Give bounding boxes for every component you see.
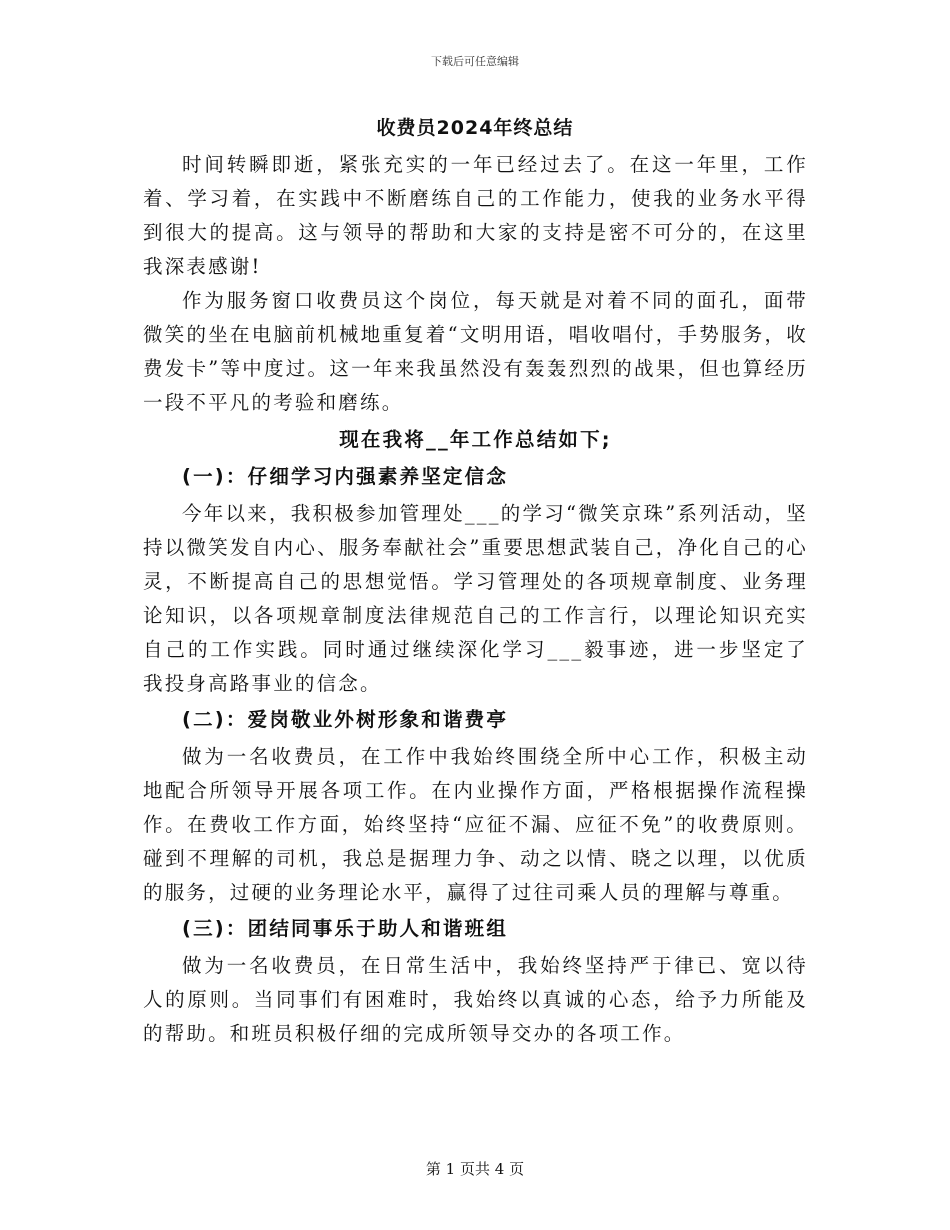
section-text-3: 做为一名收费员，在日常生活中，我始终坚持严于律已、宽以待人的原则。当同事们有困难时，我始终以真诚的心态，给予力所能及的帮助。和班员积极仔细的完成所领导交办的各项工作。 [143,954,808,1045]
section-text-1: 今年以来，我积极参加管理处___的学习“微笑京珠”系列活动，坚持以微笑发自内心、服务奉献社会”重要思想武装自己，净化自己的心灵，不断提高自己的思想觉悟。学习管理处的各项规章制度、业务理论知识，以各项规章制度法律规范自己的工作言行，以理论知识充实自己的工作实践。同时通过继续深化学习___毅事迹，进一步坚定了我投身高路事业的信念。 [143,502,808,695]
section-heading-1: (一)：仔细学习内强素养坚定信念 [182,465,509,488]
document-title: 收费员2024年终总结 [376,117,574,139]
section-heading-3: (三)：团结同事乐于助人和谐班组 [182,917,509,940]
section-text-2: 做为一名收费员，在工作中我始终围绕全所中心工作，积极主动地配合所领导开展各项工作。在内业操作方面，严格根据操作流程操作。在费收工作方面，始终坚持“应征不漏、应征不免”的收费原则。碰到不理解的司机，我总是据理力争、动之以情、晓之以理，以优质的服务，过硬的业务理论水平，赢得了过往司乘人员的理解与尊重。 [143,745,808,904]
header-note: 下载后可任意编辑 [431,55,519,68]
intro-paragraph-1: 时间转瞬即逝，紧张充实的一年已经过去了。在这一年里，工作着、学习着，在实践中不断磨练自己的工作能力，使我的业务水平得到很大的提高。这与领导的帮助和大家的支持是密不可分的，在这里我深表感谢! [143,153,808,278]
section-heading-2: (二)：爱岗敬业外树形象和谐费亭 [182,708,509,731]
intro-paragraph-2: 作为服务窗口收费员这个岗位，每天就是对着不同的面孔，面带微笑的坐在电脑前机械地重复着“文明用语，唱收唱付，手势服务，收费发卡”等中度过。这一年来我虽然没有轰轰烈烈的战果，但也算经历一段不平凡的考验和磨练。 [143,289,808,414]
page-number: 第 1 页共 4 页 [425,1160,525,1178]
summary-line: 现在我将__年工作总结如下; [339,428,612,451]
document-body [143,148,808,1051]
